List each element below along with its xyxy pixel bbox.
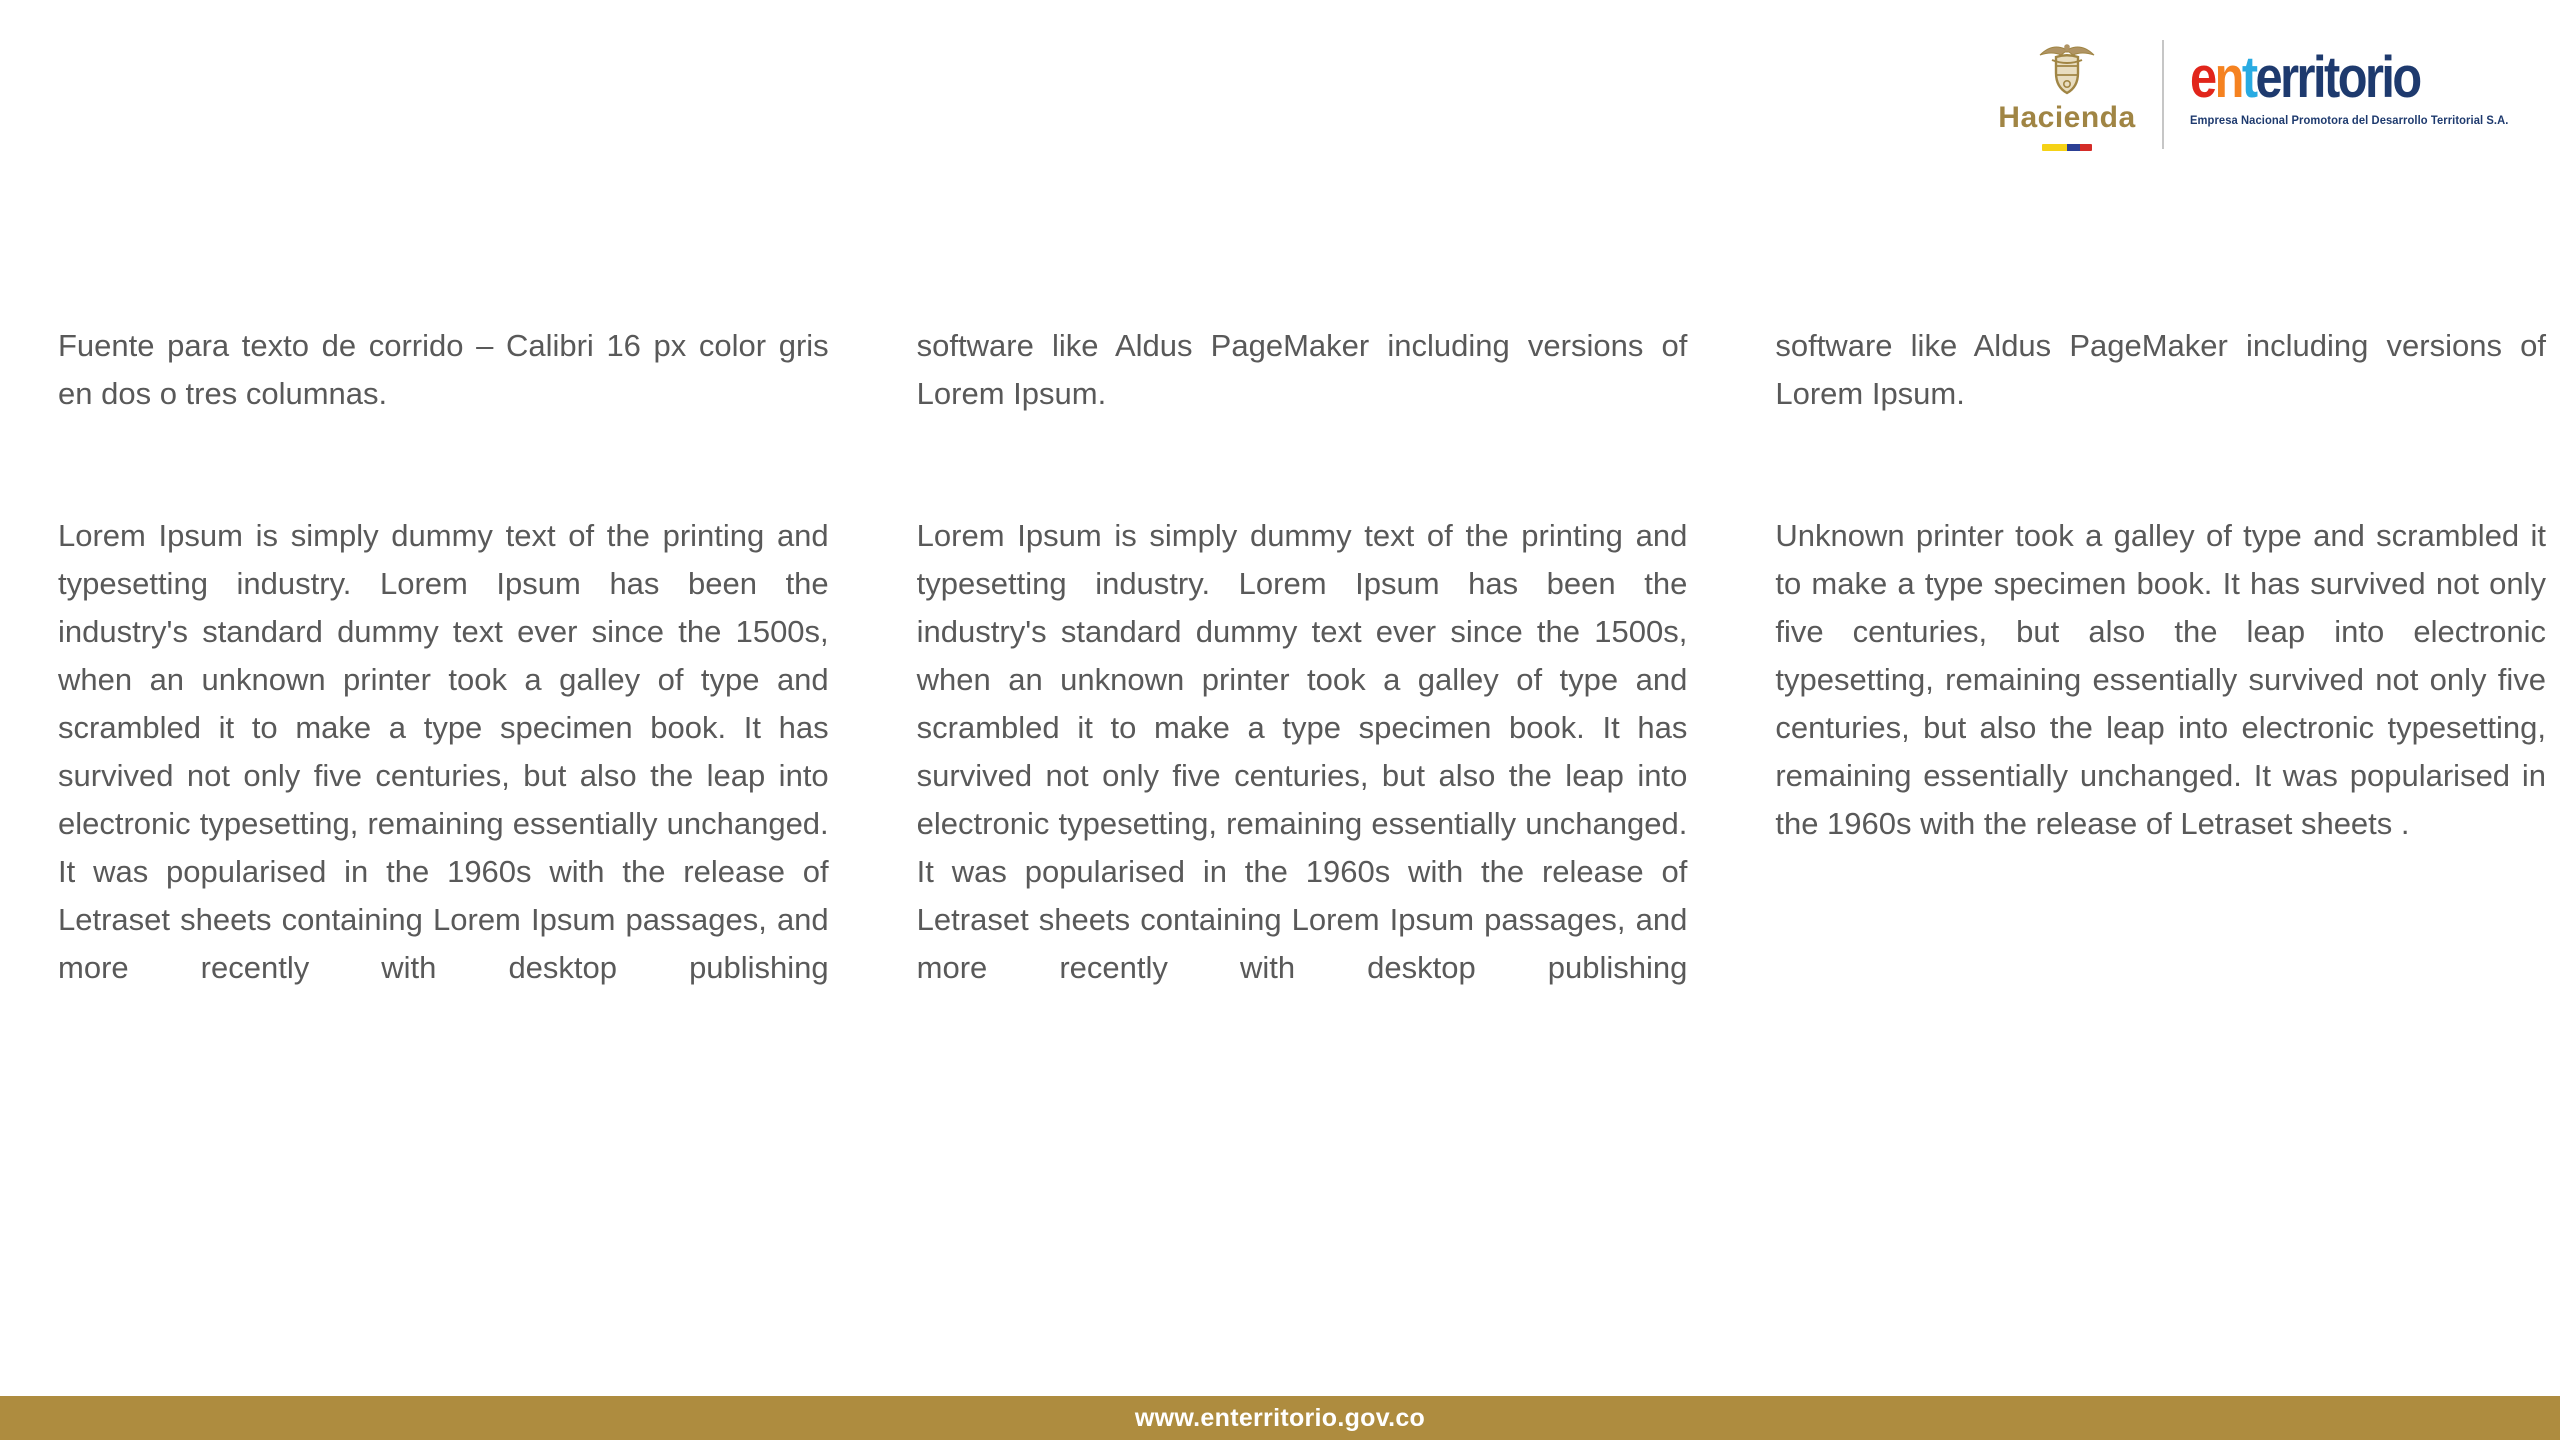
wordmark-letters-erritorio: erritorio: [2255, 45, 2420, 110]
flag-blue-stripe: [2067, 144, 2080, 151]
enterritorio-tagline: Empresa Nacional Promotora del Desarrollo Territorial S.A.: [2189, 114, 2509, 127]
column-2-intro-paragraph: software like Aldus PageMaker including versions of Lorem Ipsum.: [916, 328, 1688, 411]
wordmark-letter-e: e: [2189, 45, 2215, 110]
colombia-coat-of-arms-icon: [2035, 40, 2099, 100]
colombia-flag-icon: [2042, 144, 2092, 151]
flag-red-stripe: [2080, 144, 2092, 151]
column-3-body-paragraph: Unknown printer took a galley of type and scrambled it to make a type specimen book. It has survived not only five centuries, but also the leap into electronic typesetting, remaining essentially survived not only five centuries, but also the leap into electronic typesetting, remaining essentially unchanged. It was popularised in the 1960s with the release of Letraset sheets .: [1775, 518, 2547, 841]
column-2-body-paragraph: Lorem Ipsum is simply dummy text of the printing and typesetting industry. Lorem Ipsum has been the industry's standard dummy text ever since the 1500s, when an unknown printer took a galley of type and scrambled it to make a type specimen book. It has survived not only five centuries, but also the leap into electronic typesetting, remaining essentially unchanged. It was popularised in the 1960s with the release of Letraset sheets containing Lorem Ipsum passages, and more recently with desktop publishing: [916, 518, 1688, 985]
text-column-2: [917, 322, 1688, 992]
wordmark-letter-n: n: [2214, 45, 2242, 110]
column-3-intro-paragraph: software like Aldus PageMaker including versions of Lorem Ipsum.: [1775, 328, 2547, 411]
text-column-1: [58, 322, 829, 992]
flag-yellow-stripe: [2042, 144, 2067, 151]
column-1-body-paragraph: Lorem Ipsum is simply dummy text of the printing and typesetting industry. Lorem Ipsum has been the industry's standard dummy text ever since the 1500s, when an unknown printer took a galley of type and scrambled it to make a type specimen book. It has survived not only five centuries, but also the leap into electronic typesetting, remaining essentially unchanged. It was popularised in the 1960s with the release of Letraset sheets containing Lorem Ipsum passages, and more recently with desktop publishing: [58, 518, 829, 985]
text-column-3: [1775, 322, 2546, 992]
footer-bar: [0, 1396, 2560, 1440]
column-1-intro-paragraph: Fuente para texto de corrido – Calibri 16 px color gris en dos o tres columnas.: [58, 328, 829, 411]
text-columns: [58, 322, 2546, 992]
enterritorio-logo: [2190, 38, 2518, 151]
hacienda-logo: [1998, 38, 2135, 151]
brand-divider: [2162, 40, 2164, 149]
footer-url: www.enterritorio.gov.co: [1134, 1403, 1426, 1432]
wordmark-letter-t: t: [2241, 45, 2256, 110]
brand-header: [1998, 38, 2518, 151]
hacienda-wordmark: Hacienda: [1998, 101, 2136, 134]
enterritorio-wordmark: [2189, 45, 2466, 110]
